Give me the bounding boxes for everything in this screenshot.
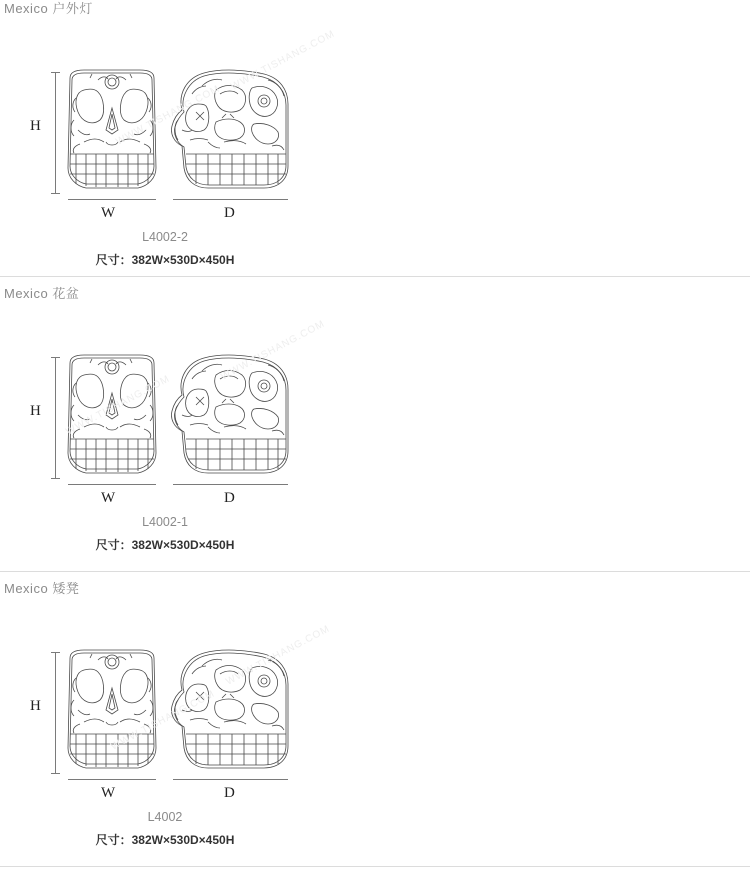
size-text: 尺寸：382W×530D×450H <box>95 253 235 267</box>
height-tick-bottom <box>51 773 60 774</box>
depth-label: D <box>224 205 235 221</box>
size-text: 尺寸：382W×530D×450H <box>95 833 235 847</box>
width-label: W <box>101 490 116 506</box>
model-code: L4002-1 <box>142 515 188 529</box>
height-rule <box>55 652 56 774</box>
product-brand: Mexico <box>4 581 49 596</box>
height-label: H <box>30 403 41 419</box>
figure-area <box>0 321 750 506</box>
product-category: 花盆 <box>52 286 80 301</box>
caption <box>0 230 330 268</box>
product-brand: Mexico <box>4 286 49 301</box>
product-title <box>0 285 750 303</box>
figure-area <box>0 36 750 221</box>
watermark: WWW.TISHANG.COM <box>64 373 172 438</box>
model-code: L4002 <box>147 810 183 824</box>
height-tick-bottom <box>51 193 60 194</box>
height-label: H <box>30 698 41 714</box>
skull-front-view-drawing <box>62 68 162 198</box>
height-tick-bottom <box>51 478 60 479</box>
section-divider <box>0 276 750 277</box>
watermark: WWW.TISHANG.COM <box>219 318 327 383</box>
product-brand: Mexico <box>4 1 49 16</box>
depth-rule <box>173 484 288 485</box>
section-divider <box>0 571 750 572</box>
watermark: WWW.TISHANG.COM <box>114 83 222 148</box>
skull-front-view-drawing <box>62 648 162 778</box>
figure-area <box>0 616 750 801</box>
product-block <box>0 285 750 553</box>
product-category: 矮凳 <box>52 581 80 596</box>
height-label: H <box>30 118 41 134</box>
height-rule <box>55 357 56 479</box>
depth-rule <box>173 779 288 780</box>
height-tick-top <box>51 652 60 653</box>
caption <box>0 810 330 848</box>
width-rule <box>68 779 156 780</box>
width-rule <box>68 484 156 485</box>
skull-front-view-drawing <box>62 353 162 483</box>
watermark: WWW.TISHANG.COM <box>224 623 332 688</box>
product-block <box>0 580 750 848</box>
depth-label: D <box>224 785 235 801</box>
width-rule <box>68 199 156 200</box>
height-tick-top <box>51 357 60 358</box>
height-rule <box>55 72 56 194</box>
product-title <box>0 580 750 598</box>
watermark: WWW.TISHANG.COM <box>229 28 337 93</box>
caption <box>0 515 330 553</box>
skull-side-view-drawing <box>168 353 293 483</box>
product-category: 户外灯 <box>52 1 93 16</box>
size-text: 尺寸：382W×530D×450H <box>95 538 235 552</box>
depth-label: D <box>224 490 235 506</box>
depth-rule <box>173 199 288 200</box>
watermark: WWW.TISHANG.COM <box>109 688 217 753</box>
width-label: W <box>101 205 116 221</box>
skull-side-view-drawing <box>168 68 293 198</box>
section-divider <box>0 866 750 867</box>
product-title <box>0 0 750 18</box>
width-label: W <box>101 785 116 801</box>
product-block <box>0 0 750 268</box>
height-tick-top <box>51 72 60 73</box>
model-code: L4002-2 <box>142 230 188 244</box>
skull-side-view-drawing <box>168 648 293 778</box>
